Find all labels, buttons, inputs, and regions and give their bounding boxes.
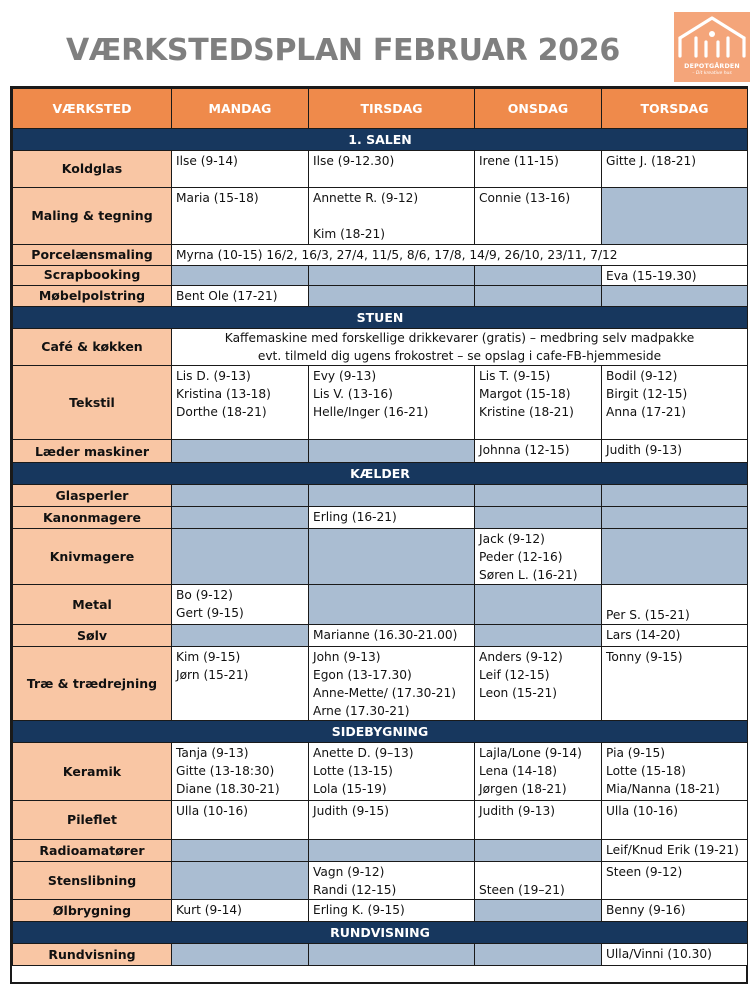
schedule-cell-tirsdag xyxy=(308,742,475,801)
schedule-cell-torsdag xyxy=(601,584,748,625)
workshop-name: Læder maskiner xyxy=(34,444,150,459)
schedule-cell-onsdag xyxy=(474,861,602,900)
workshop-name: Porcelænsmaling xyxy=(31,247,153,262)
schedule-entry: Ilse (9-12.30) xyxy=(313,154,395,168)
unavailable-cell-mandag xyxy=(171,943,309,966)
column-header-label: VÆRKSTED xyxy=(52,100,132,116)
unavailable-cell-tirsdag xyxy=(308,439,475,463)
schedule-entry: Lis T. (9-15) xyxy=(479,369,551,383)
schedule-cell-onsdag xyxy=(474,187,602,245)
workshop-soelv xyxy=(12,624,172,647)
section-header-kaelder xyxy=(12,462,748,485)
workshop-stenslibning xyxy=(12,861,172,900)
schedule-entry: Evy (9-13) xyxy=(313,369,377,383)
section-title: RUNDVISNING xyxy=(330,924,430,940)
unavailable-cell-torsdag xyxy=(601,285,748,307)
unavailable-cell-onsdag xyxy=(474,899,602,922)
column-header-label: TIRSDAG xyxy=(360,100,423,116)
schedule-cell-tirsdag xyxy=(308,861,475,900)
schedule-cell-onsdag xyxy=(474,365,602,440)
schedule-cell-torsdag xyxy=(601,150,748,188)
unavailable-cell-mandag xyxy=(171,528,309,585)
workshop-name: Tekstil xyxy=(69,394,115,410)
schedule-entry: Per S. (15-21) xyxy=(606,608,690,622)
schedule-cell-torsdag xyxy=(601,861,748,900)
schedule-entry: Birgit (12-15) xyxy=(606,387,688,401)
unavailable-cell-torsdag xyxy=(601,528,748,585)
schedule-entry: Egon (13-17.30) xyxy=(313,668,412,682)
schedule-entry: Bodil (9-12) xyxy=(606,369,678,383)
schedule-cell-tirsdag xyxy=(308,624,475,647)
workshop-name: Café & køkken xyxy=(41,339,143,354)
schedule-entry: Bo (9-12) xyxy=(176,588,233,602)
schedule-cell-tirsdag xyxy=(308,150,475,188)
schedule-entry: Eva (15-19.30) xyxy=(606,269,697,283)
unavailable-cell-tirsdag xyxy=(308,285,475,307)
schedule-entry: Kurt (9-14) xyxy=(176,903,242,917)
schedule-entry: Kristine (18-21) xyxy=(479,405,574,419)
unavailable-cell-tirsdag xyxy=(308,943,475,966)
schedule-cell-onsdag xyxy=(474,800,602,840)
schedule-entry: Judith (9-15) xyxy=(313,804,389,818)
unavailable-cell-mandag xyxy=(171,839,309,862)
schedule-cell-onsdag xyxy=(474,646,602,721)
workshop-maling-tegning xyxy=(12,187,172,245)
schedule-cell-torsdag xyxy=(601,265,748,286)
schedule-entry: Anne-Mette/ (17.30-21) xyxy=(313,686,457,700)
workshop-name: Kanonmagere xyxy=(42,509,142,525)
schedule-entry: Ulla/Vinni (10.30) xyxy=(606,947,712,961)
schedule-entry: Judith (9-13) xyxy=(606,443,682,457)
schedule-cell-tirsdag xyxy=(308,646,475,721)
schedule-entry: Margot (15-18) xyxy=(479,387,571,401)
schedule-entry: Lotte (13-15) xyxy=(313,764,393,778)
unavailable-cell-tirsdag xyxy=(308,528,475,585)
schedule-cell-torsdag xyxy=(601,439,748,463)
schedule-entry: Benny (9-16) xyxy=(606,903,686,917)
schedule-entry: Anette D. (9–13) xyxy=(313,746,414,760)
schedule-entry: Vagn (9-12) xyxy=(313,865,385,879)
unavailable-cell-mandag xyxy=(171,624,309,647)
schedule-cell-torsdag xyxy=(601,624,748,647)
unavailable-cell-torsdag xyxy=(601,484,748,507)
workshop-keramik xyxy=(12,742,172,801)
workshop-kanonmagere xyxy=(12,506,172,529)
workshop-name: Pileflet xyxy=(67,812,117,827)
schedule-entry: Erling K. (9-15) xyxy=(313,903,405,917)
unavailable-cell-tirsdag xyxy=(308,265,475,286)
schedule-entry: Irene (11-15) xyxy=(479,154,559,168)
schedule-cell-tirsdag xyxy=(308,899,475,922)
schedule-entry: Gitte (13-18:30) xyxy=(176,764,275,778)
schedule-cell-torsdag xyxy=(601,646,748,721)
column-header-mandag xyxy=(171,88,309,129)
workshop-pileflet xyxy=(12,800,172,840)
workshop-laeder-maskiner xyxy=(12,439,172,463)
schedule-cell-torsdag xyxy=(601,839,748,862)
schedule-entry: Ulla (10-16) xyxy=(176,804,248,818)
schedule-entry: Lis D. (9-13) xyxy=(176,369,251,383)
span-schedule-cell xyxy=(171,244,748,266)
workshop-name: Sølv xyxy=(76,627,108,643)
schedule-entry: Kim (9-15) xyxy=(176,650,241,664)
workshop-scrapbooking xyxy=(12,265,172,286)
column-header-label: ONSDAG xyxy=(507,100,569,116)
workshop-caf-koekken xyxy=(12,328,172,366)
schedule-cell-onsdag xyxy=(474,150,602,188)
column-header-label: MANDAG xyxy=(208,100,272,116)
workshop-porcelaensmaling xyxy=(12,244,172,266)
unavailable-cell-onsdag xyxy=(474,265,602,286)
schedule-cell-tirsdag xyxy=(308,800,475,840)
schedule-entry: Gert (9-15) xyxy=(176,606,244,620)
schedule-entry: Lena (14-18) xyxy=(479,764,558,778)
unavailable-cell-mandag xyxy=(171,861,309,900)
schedule-table xyxy=(10,86,748,984)
schedule-entry: Jørn (15-21) xyxy=(176,668,249,682)
workshop-name: Træ & trædrejning xyxy=(26,675,158,691)
workshop-name: Stenslibning xyxy=(47,872,137,888)
schedule-entry: Dorthe (18-21) xyxy=(176,405,267,419)
schedule-entry: Johnna (12-15) xyxy=(479,443,570,457)
unavailable-cell-torsdag xyxy=(601,506,748,529)
workshop-trae-traedrejning xyxy=(12,646,172,721)
unavailable-cell-tirsdag xyxy=(308,484,475,507)
column-header-onsdag xyxy=(474,88,602,129)
schedule-entry: Annette R. (9-12) xyxy=(313,191,419,205)
schedule-entry: Gitte J. (18-21) xyxy=(606,154,697,168)
column-header-tirsdag xyxy=(308,88,475,129)
schedule-cell-torsdag xyxy=(601,365,748,440)
schedule-cell-tirsdag xyxy=(308,187,475,245)
schedule-entry: Jørgen (18-21) xyxy=(479,782,567,796)
cafe-note xyxy=(171,328,748,366)
workshop-glasperler xyxy=(12,484,172,507)
schedule-entry: Jack (9-12) xyxy=(479,532,545,546)
workshop-name: Møbelpolstring xyxy=(38,288,146,303)
schedule-entry: Tonny (9-15) xyxy=(606,650,683,664)
schedule-cell-onsdag xyxy=(474,439,602,463)
schedule-cell-torsdag xyxy=(601,800,748,840)
schedule-cell-tirsdag xyxy=(308,365,475,440)
schedule-cell-mandag xyxy=(171,187,309,245)
house-icon xyxy=(674,12,750,64)
workshop-koldglas xyxy=(12,150,172,188)
schedule-cell-mandag xyxy=(171,150,309,188)
schedule-entry: Lars (14-20) xyxy=(606,628,681,642)
section-title: STUEN xyxy=(356,309,404,325)
workshop-name: Glasperler xyxy=(55,487,129,503)
cafe-note-line: Kaffemaskine med forskellige drikkevarer (gratis) – medbring selv madpakke xyxy=(224,331,695,345)
unavailable-cell-onsdag xyxy=(474,584,602,625)
schedule-entry: Tanja (9-13) xyxy=(176,746,249,760)
schedule-entry: Leif/Knud Erik (19-21) xyxy=(606,843,739,857)
cafe-note-line: evt. tilmeld dig ugens frokostret – se opslag i cafe-FB-hjemmeside xyxy=(257,349,662,363)
schedule-cell-onsdag xyxy=(474,528,602,585)
unavailable-cell-mandag xyxy=(171,484,309,507)
schedule-entry: Ulla (10-16) xyxy=(606,804,678,818)
workshop-tekstil xyxy=(12,365,172,440)
schedule-entry: Diane (18.30-21) xyxy=(176,782,280,796)
workshop-radioamatoerer xyxy=(12,839,172,862)
unavailable-cell-torsdag xyxy=(601,187,748,245)
schedule-entry: Connie (13-16) xyxy=(479,191,571,205)
unavailable-cell-onsdag xyxy=(474,839,602,862)
section-header-rundvisning xyxy=(12,921,748,944)
workshop-oelbrygning xyxy=(12,899,172,922)
schedule-entry: Judith (9-13) xyxy=(479,804,555,818)
unavailable-cell-onsdag xyxy=(474,285,602,307)
column-header-vaerksted xyxy=(12,88,172,129)
schedule-entry: Lola (15-19) xyxy=(313,782,387,796)
schedule-entry: Anna (17-21) xyxy=(606,405,687,419)
schedule-entry: Maria (15-18) xyxy=(176,191,259,205)
unavailable-cell-mandag xyxy=(171,506,309,529)
schedule-entry: Anders (9-12) xyxy=(479,650,563,664)
section-title: KÆLDER xyxy=(350,465,410,481)
unavailable-cell-onsdag xyxy=(474,484,602,507)
schedule-entry: Lis V. (13-16) xyxy=(313,387,393,401)
schedule-cell-torsdag xyxy=(601,943,748,966)
workshop-knivmagere xyxy=(12,528,172,585)
schedule-entry: Kristina (13-18) xyxy=(176,387,271,401)
span-schedule-text: Myrna (10-15) 16/2, 16/3, 27/4, 11/5, 8/6, 17/8, 14/9, 26/10, 23/11, 7/12 xyxy=(176,248,618,262)
workshop-name: Ølbrygning xyxy=(52,902,132,918)
schedule-entry: Pia (9-15) xyxy=(606,746,665,760)
schedule-entry: Erling (16-21) xyxy=(313,510,397,524)
schedule-entry: John (9-13) xyxy=(313,650,381,664)
depotgaarden-logo xyxy=(674,12,750,82)
schedule-cell-mandag xyxy=(171,285,309,307)
schedule-entry xyxy=(313,207,470,225)
schedule-cell-mandag xyxy=(171,742,309,801)
schedule-entry: Søren L. (16-21) xyxy=(479,568,578,582)
schedule-cell-mandag xyxy=(171,899,309,922)
schedule-entry: Steen (9-12) xyxy=(606,865,683,879)
workshop-moebelpolstring xyxy=(12,285,172,307)
schedule-entry: Helle/Inger (16-21) xyxy=(313,405,429,419)
workshop-name: Keramik xyxy=(62,763,122,779)
logo-name: DEPOTGÅRDEN xyxy=(684,63,740,70)
schedule-entry: Leif (12-15) xyxy=(479,668,550,682)
schedule-entry: Mia/Nanna (18-21) xyxy=(606,782,720,796)
schedule-entry: Arne (17.30-21) xyxy=(313,704,410,718)
schedule-cell-mandag xyxy=(171,365,309,440)
unavailable-cell-onsdag xyxy=(474,624,602,647)
unavailable-cell-onsdag xyxy=(474,506,602,529)
schedule-entry: Lotte (15-18) xyxy=(606,764,686,778)
schedule-entry: Ilse (9-14) xyxy=(176,154,238,168)
schedule-cell-mandag xyxy=(171,584,309,625)
workshop-rundvisning xyxy=(12,943,172,966)
unavailable-cell-tirsdag xyxy=(308,839,475,862)
section-header-sidebygning xyxy=(12,720,748,743)
workshop-name: Rundvisning xyxy=(48,946,136,962)
unavailable-cell-mandag xyxy=(171,265,309,286)
workshop-metal xyxy=(12,584,172,625)
schedule-entry: Lajla/Lone (9-14) xyxy=(479,746,582,760)
schedule-cell-mandag xyxy=(171,646,309,721)
schedule-cell-torsdag xyxy=(601,742,748,801)
schedule-cell-mandag xyxy=(171,800,309,840)
logo-tagline: – Dit kreative hus xyxy=(692,71,732,76)
schedule-entry: Peder (12-16) xyxy=(479,550,563,564)
workshop-name: Scrapbooking xyxy=(43,267,141,282)
column-header-torsdag xyxy=(601,88,748,129)
schedule-entry: Steen (19–21) xyxy=(479,883,565,897)
workshop-name: Koldglas xyxy=(61,161,123,176)
schedule-entry: Leon (15-21) xyxy=(479,686,558,700)
unavailable-cell-mandag xyxy=(171,439,309,463)
section-title: 1. SALEN xyxy=(348,131,412,147)
page-title: VÆRKSTEDSPLAN FEBRUAR 2026 xyxy=(66,33,620,68)
schedule-entry: Marianne (16.30-21.00) xyxy=(313,628,458,642)
schedule-entry: Kim (18-21) xyxy=(313,227,386,241)
schedule-cell-torsdag xyxy=(601,899,748,922)
section-header-stuen xyxy=(12,306,748,329)
workshop-name: Maling & tegning xyxy=(31,208,153,223)
schedule-entry: Bent Ole (17-21) xyxy=(176,289,278,303)
workshop-name: Metal xyxy=(72,596,112,612)
schedule-cell-onsdag xyxy=(474,742,602,801)
unavailable-cell-onsdag xyxy=(474,943,602,966)
unavailable-cell-tirsdag xyxy=(308,584,475,625)
column-header-label: TORSDAG xyxy=(640,100,709,116)
schedule-cell-tirsdag xyxy=(308,506,475,529)
section-header-1-salen xyxy=(12,128,748,151)
schedule-entry: Randi (12-15) xyxy=(313,883,397,897)
section-title: SIDEBYGNING xyxy=(331,723,429,739)
workshop-name: Knivmagere xyxy=(49,548,135,564)
workshop-name: Radioamatører xyxy=(39,842,145,858)
